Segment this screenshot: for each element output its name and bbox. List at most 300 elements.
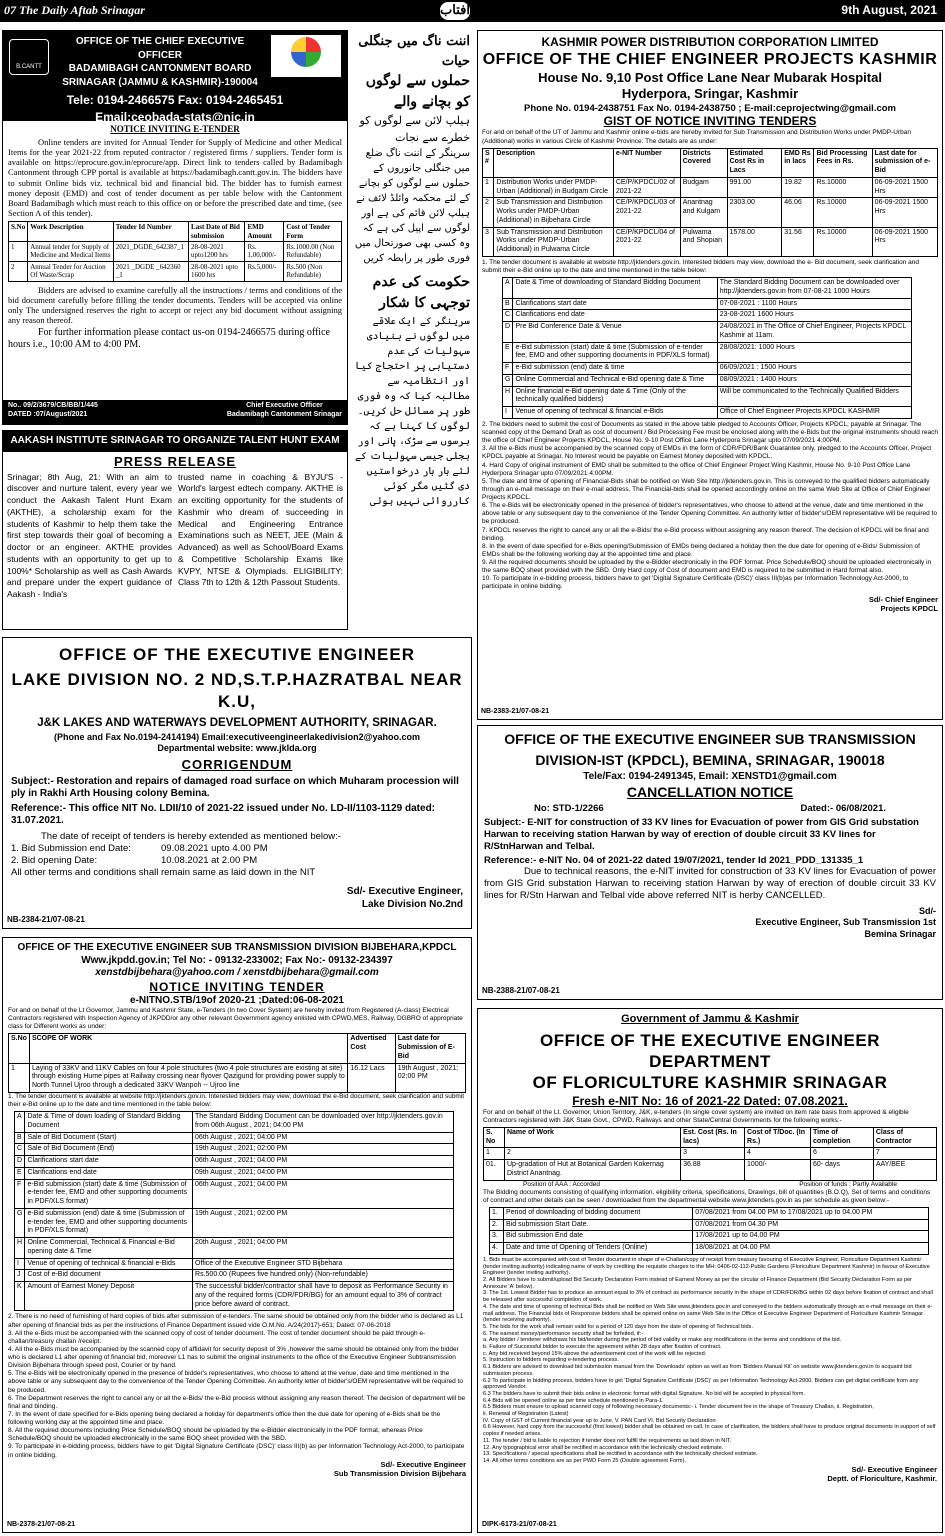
table-cell: C: [15, 1144, 25, 1156]
flori-intro: For and on behalf of the Lt. Governor, Union Territory, J&K, e-tenders (In single cover system) are invited on item rate basis from approved & eligible Contractors registered with J&K State Govt., CPWD, Railways and other State/Central Governments for the following works:-: [483, 1108, 909, 1124]
table-row: [15, 1282, 454, 1311]
urdu-news-column: [352, 30, 472, 630]
list-item: 4. All the e-Bids must be accompanied by the scanned copy of affidavit for security deposit of 3% ,however the same should be obtained only from the bidder who is declared L1 after opening of financial bid, moreover L1 has to submit the original instruments to the office of the Executive Engineer Subtransmission Division Bijbehara through speed post, Courier or by hand.: [8, 1345, 459, 1370]
table-row: [503, 310, 912, 322]
table-cell: F: [503, 363, 513, 375]
table-cell: Sale of Bid Document (Start): [25, 1132, 193, 1144]
table-cell: 3: [483, 227, 494, 256]
list-item: 4. The date and time of opening of technical Bids shall be notified on Web Site www.jktenders.gov.in and conveyed to the bidders automatically through an e-mail message on their e-mail address. The Financial bids of Responsive bidders shall be opened online on same Web Site in the Office of Executive Engineer Department of Floriculture Kashmir Srinagar (tender receiving authority).: [483, 1303, 933, 1324]
table-header: S.No: [9, 222, 28, 242]
list-item: a. Any bidder / tenderer withdraws his bid/tender during the period of bid validity or make any modifications in the terms and conditions of the bid.: [483, 1337, 842, 1344]
table-cell: Rs.500 (Non Refundable): [284, 261, 342, 281]
table-cell: Online Commercial, Technical & Financial e-Bid opening date & Time: [25, 1238, 193, 1259]
kpdcl-works-table: [482, 148, 938, 257]
table-header: Est. Cost (Rs. In lacs): [681, 1127, 745, 1148]
signatory-office: Deptt. of Floriculture, Kashmir.: [827, 1474, 937, 1484]
table-cell: Clarifications end date: [513, 310, 717, 322]
masthead-bar: [0, 0, 945, 22]
table-cell: Bid submission Start Date.: [504, 1219, 693, 1231]
bemina-reference: Reference:- e-NIT No. 04 of 2021-22 dated 19/07/2021, tender Id 2021_PDD_131335_1: [484, 854, 864, 866]
bij-nb: NB-2378-21/07-08-21: [7, 1521, 76, 1529]
bij-schedule-table: [14, 1111, 454, 1311]
table-cell: J: [15, 1270, 25, 1282]
table-cell: D: [503, 322, 513, 343]
table-cell: 991.00: [727, 177, 782, 198]
table-row: [15, 1270, 454, 1282]
table-cell: A: [503, 278, 513, 299]
table-cell: Sale of Bid Document (End): [25, 1144, 193, 1156]
table-cell: Budgam: [680, 177, 727, 198]
table-cell: 06-09-2021 1500 Hrs: [872, 198, 937, 227]
table-cell: 19th August , 2021; 02:00 PM: [395, 1063, 465, 1092]
table-row: [483, 227, 938, 256]
table-cell: 28-08-2021 upto 1600 hrs: [189, 261, 245, 281]
table-cell: 01.: [484, 1160, 505, 1181]
table-header: S. No: [484, 1127, 505, 1148]
signatory-office: Sub Transmission Division Bijbehara: [333, 1469, 466, 1478]
urdu-body-1: سرینگر کے اننت ناگ ضلع میں جنگلی جانوروں کے حملوں سے لوگوں کو بچانے کے لئے محکمہ وائلڈ لائف نے ہیلپ لائن قائم کی ہے اور لوگوں سے اپیل کی ہے کہ وہ کسی بھی صورتحال میں فوری طور پر رابطہ کریں: [354, 148, 470, 264]
table-cell: 1: [483, 177, 494, 198]
signatory: Sd/- Chief Engineer: [868, 594, 938, 604]
list-item: 10. To participate in e-bidding process, bidders have to get 'Digital Signature Certificate (DSC)' class III(b)as per Information Technology Act-2000, to participate in online bidding.: [482, 575, 909, 591]
table-cell: 18/08/2021 at 04.00 PM: [693, 1243, 929, 1255]
urdu-headline-2: حملوں سے لوگوں کو بچانے والے: [365, 73, 470, 110]
table-cell: 1578.00: [727, 227, 782, 256]
lake-para-1: The date of receipt of tenders is hereby extended as mentioned below:-: [41, 830, 341, 842]
list-item: 6. The earnest money/performance security shall be forfeited, if:-: [483, 1330, 644, 1337]
lake-subject: Subject:- Restoration and repairs of damaged road surface on which Muharam procession will ply in Rakhi Arth Housing colony Bemina.: [11, 775, 459, 800]
table-cell: 28/08/2021: 1000 Hours: [717, 342, 911, 363]
list-item: 6.1 Bidders are advised to download bid submission manual from the 'Downloads' option as well as from 'Bidders Manual Kit' on website www.jktenders.gov.in to acquaint bid submission process.: [483, 1364, 912, 1377]
table-cell: 7: [873, 1148, 936, 1160]
cantonment-table: [8, 221, 342, 281]
table-cell: Rs.10000: [814, 198, 872, 227]
list-item: 7. In the event of date specified for e-Bids opening being declared a holiday for department's office then the due date for opening of e-Bids shall be the following working day at the appointed time and place.: [8, 1410, 441, 1426]
table-cell: K: [15, 1282, 25, 1311]
table-cell: 1: [484, 1148, 505, 1160]
table-cell: I: [503, 407, 513, 419]
table-cell: 31.56: [782, 227, 814, 256]
table-cell: 4: [745, 1148, 811, 1160]
bij-contact: Www.jkpdd.gov.in; Tel No: - 09132-233002; Fax No:- 09132-234397: [81, 954, 393, 966]
table-cell: The Standard Bidding Document can be downloaded over http://jktenders.gov.in from 06th August , 2021; 04:00 PM: [193, 1112, 454, 1133]
table-header: S #: [483, 148, 494, 177]
bij-nit: e-NITNO.STB/19of 2020-21 ;Dated:06-08-2021: [130, 994, 344, 1006]
cantonment-title-1: OFFICE OF THE CHIEF EXECUTIVE OFFICER: [75, 36, 245, 61]
signatory-mark: Sd/-: [919, 906, 936, 916]
aakash-press-release: [2, 430, 348, 630]
table-cell: 2: [504, 1148, 680, 1160]
bij-note-1: 1. The tender document is available at website http://jktenders.gov.in. Interested bidders may view, download the e-Bid document, seek clarification and submit their e-Bid online up to the date and time mentioned in the table below:: [8, 1092, 465, 1108]
flori-nit: Fresh e-NIT No: 16 of 2021-22 Dated: 07.08.2021.: [572, 1093, 848, 1108]
table-cell: Amount of Earnest Money Deposit: [25, 1282, 193, 1311]
table-row: [9, 1063, 466, 1092]
bij-notes: [8, 1313, 466, 1459]
table-cell: F: [15, 1179, 25, 1208]
table-header: Description: [494, 148, 613, 177]
table-cell: 2021_DGDE_642387_1: [113, 242, 188, 262]
table-cell: e-Bid submission (start) date & time (Submission of e-tender fee, EMD and other supporting documents in PDF/XLS format): [25, 1179, 193, 1208]
table-cell: 16.12 Lacs: [348, 1063, 395, 1092]
cantonment-emblem-icon: B.CANTT: [9, 39, 49, 75]
floriculture-tender-notice: [477, 1008, 943, 1533]
list-item: 6.4 Bids will be opened online as per time schedule mentioned in Para-1.: [483, 1397, 664, 1404]
table-cell: A: [15, 1112, 25, 1133]
table-row: [484, 1148, 937, 1160]
table-header: Last date for submission of e-Bid: [872, 148, 937, 177]
list-item: 3. All the e-Bids must be accompanied with the scanned copy of cost of tender document. The cost of tender document should be paid through e-challan/treasury challan /receipt.: [8, 1329, 426, 1345]
kpdcl-contact: Phone No. 0194-2438751 Fax No. 0194-2438750 ; E-mail:ceprojectwing@gmail.com: [523, 102, 896, 114]
table-row: [490, 1243, 929, 1255]
table-header: Advertised Cost: [348, 1034, 395, 1063]
table-cell: Date & Time of down loading of Standard Bidding Document: [25, 1112, 193, 1133]
table-cell: E: [15, 1167, 25, 1179]
table-cell: 06th August , 2021; 04:00 PM: [193, 1132, 454, 1144]
kpdcl-intro: For and on behalf of the UT of Jammu and Kashmir online e-bids are hereby invited for Sub Transmission and Distribution Works under PMDP-Urban (Additional) works in various Circle of Kashmir Province. The details are as under:: [482, 129, 911, 145]
table-row: [15, 1167, 454, 1179]
list-item: 5. The e-Bids will be electronically opened in the presence of bidder's representatives, who choose to attend at the venue, date and time mentioned in the above table or any subsequent day to the convenience of the Tender Opening Committee. An authority letter of bidder's/OEM representative will be required to be produced.: [8, 1370, 463, 1394]
cantonment-header: [3, 31, 347, 124]
table-cell: 2: [9, 261, 28, 281]
table-row: [490, 1219, 929, 1231]
table-header: EMD Amount: [245, 222, 284, 242]
table-cell: Will be communicated to the Technically Qualified Bidders: [717, 386, 911, 407]
table-cell: Cost of e-Bid document: [25, 1270, 193, 1282]
table-cell: C: [503, 310, 513, 322]
cantonment-notice-heading: NOTICE INVITING E-TENDER: [110, 124, 240, 134]
table-cell: 07-08-2021 : 1100 Hours: [717, 298, 911, 310]
table-cell: Venue of opening of technical & financial e-Bids: [25, 1258, 193, 1270]
list-item: IV. Copy of GST of Current financial year up to June, V. PAN Card VI. Bid Security Declaration: [483, 1417, 716, 1424]
list-item: 6. The e-Bids will be electronically opened in the presence of bidder's representatives, who choose to attend at the venue, date and time mentioned in the above table or any subsequent day to the convenience of the Tender Opening Committee. An authority letter of bidder's/OEM representative will be required to be produced.: [482, 502, 937, 526]
bijbehara-tender-notice: [2, 937, 472, 1533]
bemina-subject: Subject:- E-NIT for construction of 33 KV lines for Evacuation of power from GIS Grid substation Harwan to receiving station Harwan by way of erection of double circuit 33 KV lines for R/StnHarwan and Telbal.: [484, 816, 919, 852]
table-row: [503, 278, 912, 299]
table-cell: 2021 _DGDE _642360 _1: [113, 261, 188, 281]
table-cell: 06th August , 2021; 04:00 PM: [193, 1156, 454, 1168]
cantonment-tender-ad: [2, 30, 348, 425]
kpdcl-office-title: OFFICE OF THE CHIEF ENGINEER PROJECTS KASHMIR: [482, 51, 938, 68]
table-row: [490, 1207, 929, 1219]
table-cell: H: [503, 386, 513, 407]
lake-reference: Reference:- This office NIT No. LDII/10 of 2021-22 issued under No. LD-II/1103-1129 dated: 31.07.2021.: [11, 802, 436, 827]
list-item: 6. The Department reserves the right to cancel any or all the e-Bids/ the e-Bid process without assigning any reason thereof. The decision of department will be final and binding.: [8, 1394, 466, 1410]
table-cell: 1: [9, 1063, 30, 1092]
table-cell: AAY/BEE: [873, 1160, 936, 1181]
table-cell: 06-09-2021 1500 Hrs: [872, 227, 937, 256]
signatory-office: Bemina Srinagar: [864, 928, 936, 939]
table-cell: 09th August , 2021; 04:00 PM: [193, 1167, 454, 1179]
table-header: Last date for Submission of E-Bid: [395, 1034, 465, 1063]
table-cell: Annual Tender for Auction Of Waste/Scrap: [28, 261, 114, 281]
bemina-nb: NB-2388-21/07-08-21: [482, 986, 560, 995]
flori-schedule-table: [489, 1207, 929, 1255]
table-header: Work Description: [28, 222, 114, 242]
list-item: 5. The date and time of opening of Financial-Bids shall be notified on Web Site http://jktenders.gov.in. This is conveyed to the qualified bidders automatically through an e-mail message on their e-mail address. The Financial-bids shall be opened accordingly online on the same Web Site at Office of Chief Engineer Projects KPDCL.: [482, 477, 931, 501]
table-cell: Rs.10000: [814, 227, 872, 256]
kpdcl-signature: [482, 595, 938, 614]
table-cell: D: [15, 1156, 25, 1168]
urdu-body-2: سرینگر کے ایک علاقے میں لوگوں نے بنیادی سہولیات کی عدم دستیابی پر احتجاج کیا اور انتظامیہ سے مطالبہ کیا کہ وہ فوری طور پر مسائل حل کریں۔ لوگوں کا کہنا ہے کہ برسوں سے سڑک، پانی اور بجلی جیسی سہولیات کے لئے بار بار درخواستیں دی گئیں مگر کوئی کارروائی نہیں ہوئی: [354, 316, 470, 507]
table-cell: Bid submission End date: [504, 1231, 693, 1243]
table-cell: Office of the Executive Engineer STD Bijbehara: [193, 1258, 454, 1270]
table-cell: Rs. 1,00,000/-: [245, 242, 284, 262]
table-cell: 60- days: [811, 1160, 874, 1181]
table-cell: Rs.5,000/-: [245, 261, 284, 281]
list-item: b. Failure of Successful bidder to execute the agreement within 28 days after fixation of contract.: [483, 1344, 722, 1351]
table-cell: Clarifications end date: [25, 1167, 193, 1179]
newspaper-logo: آفتاب: [440, 2, 470, 20]
flori-gov: Government of Jammu & Kashmir: [621, 1013, 799, 1025]
bij-signature: [8, 1460, 466, 1479]
list-item: 1. Bids must be accompanied with cost of Tender document in shape of e-Challan/copy of receipt from treasury favouring of Executive Engineer, Floriculture Department Kashmir (tender inviting authority) indicating name of work by crediting the requisite charges to the MH: 0406-02-112-Public Gardens (Floriculture Department Kashmir) in favour of Executive Engineer (tender inviting authority).: [483, 1256, 930, 1277]
signatory: Sd/- Executive Engineer: [851, 1464, 937, 1474]
table-cell: Laying of 33KV and 11KV Cables on four 4 pole structures (two 4 pole structures are existing at site) through existing Hume pipes at Railway crossing near flyover Qazigund for providing power supply to North Tunnel Ujroo through a dedicated 33KV Wanpoh -- Ujroo line: [29, 1063, 347, 1092]
kpdcl-address-1: House No. 9,10 Post Office Lane Near Mubarak Hospital: [538, 70, 882, 85]
bij-title: OFFICE OF THE EXECUTIVE ENGINEER SUB TRANSMISSION DIVISION BIJBEHARA,KPDCL: [17, 942, 457, 953]
urdu-subhead-1: ہیلپ لائن سے لوگوں کو خطرے سے نجات: [359, 114, 470, 144]
list-item: 8. All the required documents including Price Schedule/BOQ should be uploaded by the e-Bidder electronically in the PDF format, whereas Price Schedule/BOQ should be uploaded electronically in the same BOQ sheet provided with the SBD.: [8, 1427, 423, 1443]
item-label: 2. Bid opening Date:: [11, 854, 98, 866]
bemina-title-1: OFFICE OF THE EXECUTIVE ENGINEER SUB TRANSMISSION: [504, 731, 916, 747]
cantonment-contact: For further information please contact us-on 0194-2466575 during office hours i.e., 10:00 AM to 4:00 PM.: [8, 327, 330, 351]
table-row: [15, 1132, 454, 1144]
table-header: EMD Rs in lacs: [782, 148, 814, 177]
defence-estates-logo-icon: [271, 35, 341, 77]
table-cell: 1000/-: [745, 1160, 811, 1181]
bij-intro: For and on behalf of the Lt Governor, Jammu and Kashmir State, e-Tenders (In two Cover System) are hereby invited from Registered (A-class) Electrical Contractors registered with Inspection Agency of JKPDD/or any other relevant Government agency enlisted with CPWD,MES, Railway, DGBRO of appropriate class for Different works as under:: [8, 1007, 463, 1031]
urdu-headline-1: اننت ناگ میں جنگلی حیات: [358, 34, 470, 69]
table-header: e-NIT Number: [613, 148, 680, 177]
table-cell: 28-08-2021 upto1200 hrs: [189, 242, 245, 262]
table-cell: 08/09/2021 : 1400 Hours: [717, 374, 911, 386]
lake-title-1: OFFICE OF THE EXECUTIVE ENGINEER: [59, 645, 415, 664]
issue-date: 9th August, 2021: [841, 3, 937, 17]
table-cell: 3: [681, 1148, 745, 1160]
list-item: 7. KPDCL reserves the right to cancel any or all the e-Bids/ the e-Bid process without assigning any reason thereof. The decision of KPDCL will be final and binding.: [482, 526, 929, 542]
signatory: Sd/- Executive Engineer,: [346, 886, 463, 898]
list-item: 4. Hard Copy of original instrument of EMD shall be submitted to the office of Chief Engineer Project Wing Kashmir, House No. 9-10 Post Office Lane Hyderpora Srinagar upto 07/09/2021 4:00PM.: [482, 461, 911, 477]
aakash-press-heading: PRESS RELEASE: [113, 453, 237, 469]
table-cell: CE/P/KPDCL/04 of 2021-22: [613, 227, 680, 256]
table-row: [503, 363, 912, 375]
table-cell: Pre Bid Conference Date & Venue: [513, 322, 717, 343]
kpdcl-notes: [482, 421, 938, 592]
table-cell: Rs.1000.00 (Non Refundable): [284, 242, 342, 262]
table-cell: 20th August , 2021; 04:00 PM: [193, 1238, 454, 1259]
bemina-title-2: DIVISION-IST (KPDCL), BEMINA, SRINAGAR, 190018: [535, 751, 885, 768]
list-item: 8. In the event of date specified for e-Bids opening/Submission of EMDs being declared a holiday then the due date for opening of e-Bids/ Submission of EMDs shall be the following working day at the appointed time and place.: [482, 542, 920, 558]
table-cell: 2.: [490, 1219, 504, 1231]
table-cell: 07/08/2021 from 04.30 PM: [693, 1219, 929, 1231]
table-header: Class of Contractor: [873, 1127, 936, 1148]
kpdcl-address-2: Hyderpora, Sringar, Kashmir: [621, 86, 799, 102]
flori-title-2: OF FLORICULTURE KASHMIR SRINAGAR: [532, 1073, 888, 1093]
table-cell: 06/09/2021 : 1500 Hours: [717, 363, 911, 375]
table-cell: G: [15, 1208, 25, 1237]
table-row: [15, 1156, 454, 1168]
lake-item-2: [11, 855, 463, 867]
table-cell: 36.88: [681, 1160, 745, 1181]
list-item: 11. The tender / bid is liable to rejection if tender does not fulfill the requirements as laid down in NIT.: [483, 1437, 732, 1444]
table-row: [15, 1258, 454, 1270]
cantonment-phone: Tele: 0194-2466575 Fax: 0194-2465451: [66, 93, 284, 107]
list-item: 12. Any typographical error shall be rectified in accordance with the technically checked estimate.: [483, 1444, 724, 1451]
table-cell: 07/08/2021 from 04.00 PM to 17/08/2021 up to 04.00 PM: [693, 1207, 929, 1219]
flori-position-line: [483, 1181, 937, 1189]
aakash-column-1: Srinagar; 8th Aug, 21: With an aim to discover and nurture talent, every year we conduct the Aakash Talent Hunt Exam (AKTHE), a scholarship exam for the students of Kashmir to help them take the first step towards their goal of becoming a doctor or an engineer. AKTHE provides students with an opportunity to get up to 100%* Scholarship as well as Cash Awards and prepare under the expert guidance of Aakash - India's: [7, 471, 172, 599]
table-cell: Sub Transmission and Distribution Works under PMDP-Urban (Additional) in Bijbehara Circle: [494, 198, 613, 227]
table-cell: B: [15, 1132, 25, 1144]
table-cell: H: [15, 1238, 25, 1259]
list-item: 3. The 1st. Lowest Bidder has to produce an amount equal to 3% of contract as performance security in the shape of CDR/FDR/BG within 02 days before fixation of contract and shall be released after successful completion of work.: [483, 1290, 933, 1304]
flori-intro-2: The Bidding documents consisting of qualifying information, eligibility criteria, specifications, Drawings, bill of quantities (B.O.Q), Set of terms and conditions of contract and other details can be seen / downloaded from the departmental website www.jktenders.gov.in as per schedule as given below:-: [483, 1188, 931, 1204]
table-cell: Anantnag and Kulgam: [680, 198, 727, 227]
kpdcl-schedule-table: [502, 277, 912, 419]
table-cell: Pulwama and Shopian: [680, 227, 727, 256]
flori-title-1: OFFICE OF THE EXECUTIVE ENGINEER DEPARTMENT: [540, 1030, 880, 1071]
bij-works-table: [8, 1033, 466, 1093]
table-cell: e-Bid submission (end) date & time: [513, 363, 717, 375]
list-item: 5. Instruction to bidders regarding e-tendering process.: [483, 1357, 619, 1364]
list-item: c. Any bid received beyond 15% above the advertisement cost of the work will be rejected.: [483, 1350, 707, 1357]
list-item: 9. To participate in e-bidding process, bidders have to get 'Digital Signature Certificate (DSC)' class III(b) as per Information Technology Act-2000, to participate in online bidding.: [8, 1443, 465, 1459]
list-item: 2. The bidders need to submit the cost of Documents as stated in the above table pledged to Accounts Officer, Projects KPDCL, payable at Srinagar. The scanned copy of the Demand Draft as cost of document / Bid Processing Fee must be enclosed along with the e-Bids but the original instruments should reach the office of Chief Engineer Projects KPDCL, House No. 9-10 Post Office Lane Hyderpora Srinagar upto 07/09/2021 4:00PM.: [482, 420, 938, 445]
bemina-ref-line: [484, 801, 936, 817]
ref-date: DATED :07/August/2021: [8, 410, 88, 418]
list-item: 9. All the required documents should be uploaded by the e-Bidder electronically in the PDF format. Price Schedule/BOQ should be uploaded electronically in the same BOQ sheet provided with the SBD. Only Hard copy of Cost of document and EMD is required to be submitted in Hard format also.: [482, 559, 932, 575]
table-cell: 17/08/2021 up to 04.00 PM: [693, 1231, 929, 1243]
table-cell: Sub Transmission and Distribution Works under PMDP-Urban (Additional) in Pulwama Circle: [494, 227, 613, 256]
signatory-office: Lake Division No.2nd: [361, 898, 463, 910]
bemina-heading: CANCELLATION NOTICE: [626, 783, 794, 800]
list-item: 14. All other terms conditions are as per PWD Form 25 (Double agreement Form).: [483, 1457, 687, 1464]
table-row: [9, 242, 342, 262]
table-row: [503, 386, 912, 407]
table-row: [503, 322, 912, 343]
table-cell: Date and time of Opening of Tenders (Online): [504, 1243, 693, 1255]
lake-contact: (Phone and Fax No.0194-2414194) Email:executiveengineerlakedivision2@yahoo.com: [54, 732, 420, 743]
table-cell: Annual tender for Supply of Medicine and Medical Items: [28, 242, 114, 262]
aaa-position: Position of AAA : Accorded: [523, 1180, 600, 1188]
signatory-office: Badamibagh Cantonment Srinagar: [226, 410, 342, 418]
ref-date: Dated:- 06/08/2021.: [800, 803, 886, 814]
table-cell: E: [503, 342, 513, 363]
table-row: [15, 1144, 454, 1156]
table-row: [503, 342, 912, 363]
funds-position: Position of funds : Partly Available: [799, 1180, 897, 1188]
table-header: Districts Covered: [680, 148, 727, 177]
table-cell: 1.: [490, 1207, 504, 1219]
table-row: [483, 198, 938, 227]
item-label: 1. Bid Submission end Date:: [11, 842, 131, 854]
lake-website: Departmental website: www.jklda.org: [157, 743, 317, 754]
kpdcl-ref: NB-2383-21/07-08-21: [481, 708, 550, 716]
lake-title-2: LAKE DIVISION NO. 2 ND,S.T.P.HAZRATBAL NEAR K.U,: [11, 670, 463, 711]
list-item: ii. Renewal of Registration (Latest): [483, 1411, 569, 1418]
list-item: 5. The bids for the work shall remain valid for a period of 120 days from the date of opening of Technical bids.: [483, 1323, 754, 1330]
table-header: Last Date of Bid submission: [189, 222, 245, 242]
table-row: [15, 1208, 454, 1237]
table-cell: 3.: [490, 1231, 504, 1243]
table-header: Time of completion: [811, 1127, 874, 1148]
signatory-office: Projects KPDCL: [880, 603, 938, 613]
table-header: Cost of Tender Form: [284, 222, 342, 242]
table-cell: G: [503, 374, 513, 386]
table-header: Estimated Cost Rs in Lacs: [727, 148, 782, 177]
lake-para-2: All other terms and conditions shall remain same as laid down in the NIT: [11, 866, 316, 878]
table-cell: 19th August , 2021; 02:00 PM: [193, 1208, 454, 1237]
aakash-column-2: trusted name in coaching & BYJU'S - World's largest edtech company. AKTHE is an exciting opportunity for the students of Kashmir who dream of succeeding in Medical and Engineering Entrance Examinations such as NEET, JEE (Main & Advanced) as well as School/Board Exams & Competitive Scholarship Exams like KVPY, NTSE & Olympiads. ELIGIBILITY: Class 7th to 12th & 12th Passout Students.: [178, 471, 343, 588]
table-cell: Online financial e-Bid opening date & Time (Only of the technically qualified bidders): [513, 386, 717, 407]
cantonment-footer: [3, 400, 347, 424]
list-item: 6.6 However, hard copy from the successful (first lowest) bidder shall be obtained on call. In case of clarification, the bidders shall have to produce original documents in support of self copies if needed arises.: [483, 1424, 936, 1438]
table-cell: The Standard Bidding Document can be downloaded over http://jktenders.gov.in from 07-08-21 1000 Hours: [717, 278, 911, 299]
urdu-headline-3: حکومت کی عدم توجہی کا شکار: [372, 274, 470, 311]
cantonment-para: Bidders are advised to examine carefully all the instructions / terms and conditions of the bid document carefully before filling the tender documents. Tenders will be accepted via online only The undersigned reserves the right to accept or reject any bid document without assigning any reason thereof.: [8, 284, 342, 326]
lake-division-corrigendum: [2, 637, 472, 929]
lake-authority: J&K LAKES AND WATERWAYS DEVELOPMENT AUTHORITY, SRINAGAR.: [37, 716, 437, 729]
table-row: [483, 177, 938, 198]
table-cell: 06-09-2021 1500 Hrs: [872, 177, 937, 198]
list-item: 6.2 To participate in bidding process, bidders have to get 'Digital Signature Certificate (DSC)' as per Information Technology Act-2000. Bidders can get digital certificate from any approved Vendor.: [483, 1377, 919, 1391]
kpdcl-note-1: 1. The tender document is available at website http://jktenders.gov.in. Interested bidders may view, download the e- Bid document, seek clarification and submit their e-Bid online up to the date and time mentioned in the table below:: [482, 258, 919, 274]
bij-email: xenstdbijbehara@yahoo.com / xenstdbijbehara@gmail.com: [95, 967, 379, 978]
signatory: Sd/- Executive Engineer: [380, 1459, 466, 1469]
cantonment-title-2: BADAMIBAGH CANTONMENT BOARD: [68, 63, 252, 74]
ref-number: No: STD-1/2266: [534, 803, 604, 814]
table-cell: Rs.10000: [814, 177, 872, 198]
lake-nb: NB-2384-21/07-08-21: [7, 915, 85, 924]
table-row: [490, 1231, 929, 1243]
item-value: 10.08.2021 at 2.00 PM: [161, 854, 258, 866]
kpdcl-chief-engineer-ad: [477, 30, 943, 720]
table-row: [484, 1160, 937, 1181]
item-value: 09.08.2021 upto 4.00 PM: [161, 842, 268, 854]
aakash-title: AAKASH INSTITUTE SRINAGAR TO ORGANIZE TALENT HUNT EXAM: [3, 431, 347, 452]
table-cell: Office of Chief Engineer Projects KPDCL KASHMIR: [717, 407, 911, 419]
flori-signature: [483, 1465, 937, 1484]
cantonment-body: Online tenders are invited for Annual Tender for Supply of Medicine and other Medical Items for the year 2021-22 from reputed contractor / registered firms / suppliers. Tender form is available on https://eprocure.gov.in/eprocure/app. Direct link to tenders called by Badamibagh Cantonment through CPP portal is available at https://badamibagh.cantt.gov.in. The bidders have to submit Online bids viz. technical bid and financial bid. The bidder has to furnish earnest money deposit (EMD) and cost of tender document as per table below with the Cantonment Board Badamibagh which must reach to this office on or before the prescribed date and time, (see Section A of this tender).: [8, 136, 342, 219]
signatory: Executive Engineer, Sub Transmission 1st: [755, 917, 936, 928]
bemina-signature: [484, 906, 936, 940]
signatory: Chief Executive Officer: [246, 402, 323, 409]
table-cell: 2: [483, 198, 494, 227]
table-header: Cost of T/Doc. (In Rs.): [745, 1127, 811, 1148]
table-header: Tender Id Number: [113, 222, 188, 242]
table-cell: 6: [811, 1148, 874, 1160]
table-cell: Distribution Works under PMDP-Urban (Additional) in Budgam Circle: [494, 177, 613, 198]
table-row: [15, 1179, 454, 1208]
table-cell: CE/P/KPDCL/02 of 2021-22: [613, 177, 680, 198]
table-header: Bid Processing Fees in Rs.: [814, 148, 872, 177]
table-cell: Rs.500.00 (Rupees five hundred only) (Non-refundable): [193, 1270, 454, 1282]
bemina-body: Due to technical reasons, the e-NIT invited for construction of 33 KV lines for Evacuation of power from GIS Grid substation Harwan to receiving station Harwan by way of erection of double circuit 33 KV lines for R/Stn Harwan and Telbal vide above referred NIT is herby CANCELLED.: [484, 866, 936, 902]
table-row: [15, 1238, 454, 1259]
table-cell: 2303.00: [727, 198, 782, 227]
lake-signature: [11, 886, 463, 911]
table-cell: Clarifications start date: [25, 1156, 193, 1168]
table-row: [503, 298, 912, 310]
kpdcl-gist-heading: GIST OF NOTICE INVITING TENDERS: [603, 114, 817, 129]
table-cell: 4.: [490, 1243, 504, 1255]
page-number: 07 The Daily Aftab Srinagar: [4, 3, 145, 17]
list-item: 2. There is no need of furnishing of hard copies of bids after submission of e-tenders. The same should be obtained only from the bidder who is declared as L1 after opening of financial bids as per the instructions of Finance Department issued vide O.M.No. A/24(2017)-651; Dated: 07-06-2018: [8, 1313, 464, 1329]
table-header: SCOPE OF WORK: [29, 1034, 347, 1063]
table-cell: The successful bidder/contractor shall have to deposit as Performance Security in any of the required forms (CDR/FDR/BG) for an amount equal to 3% of contract price before award of contract.: [193, 1282, 454, 1311]
table-cell: 46.06: [782, 198, 814, 227]
table-header: S.No: [9, 1034, 30, 1063]
